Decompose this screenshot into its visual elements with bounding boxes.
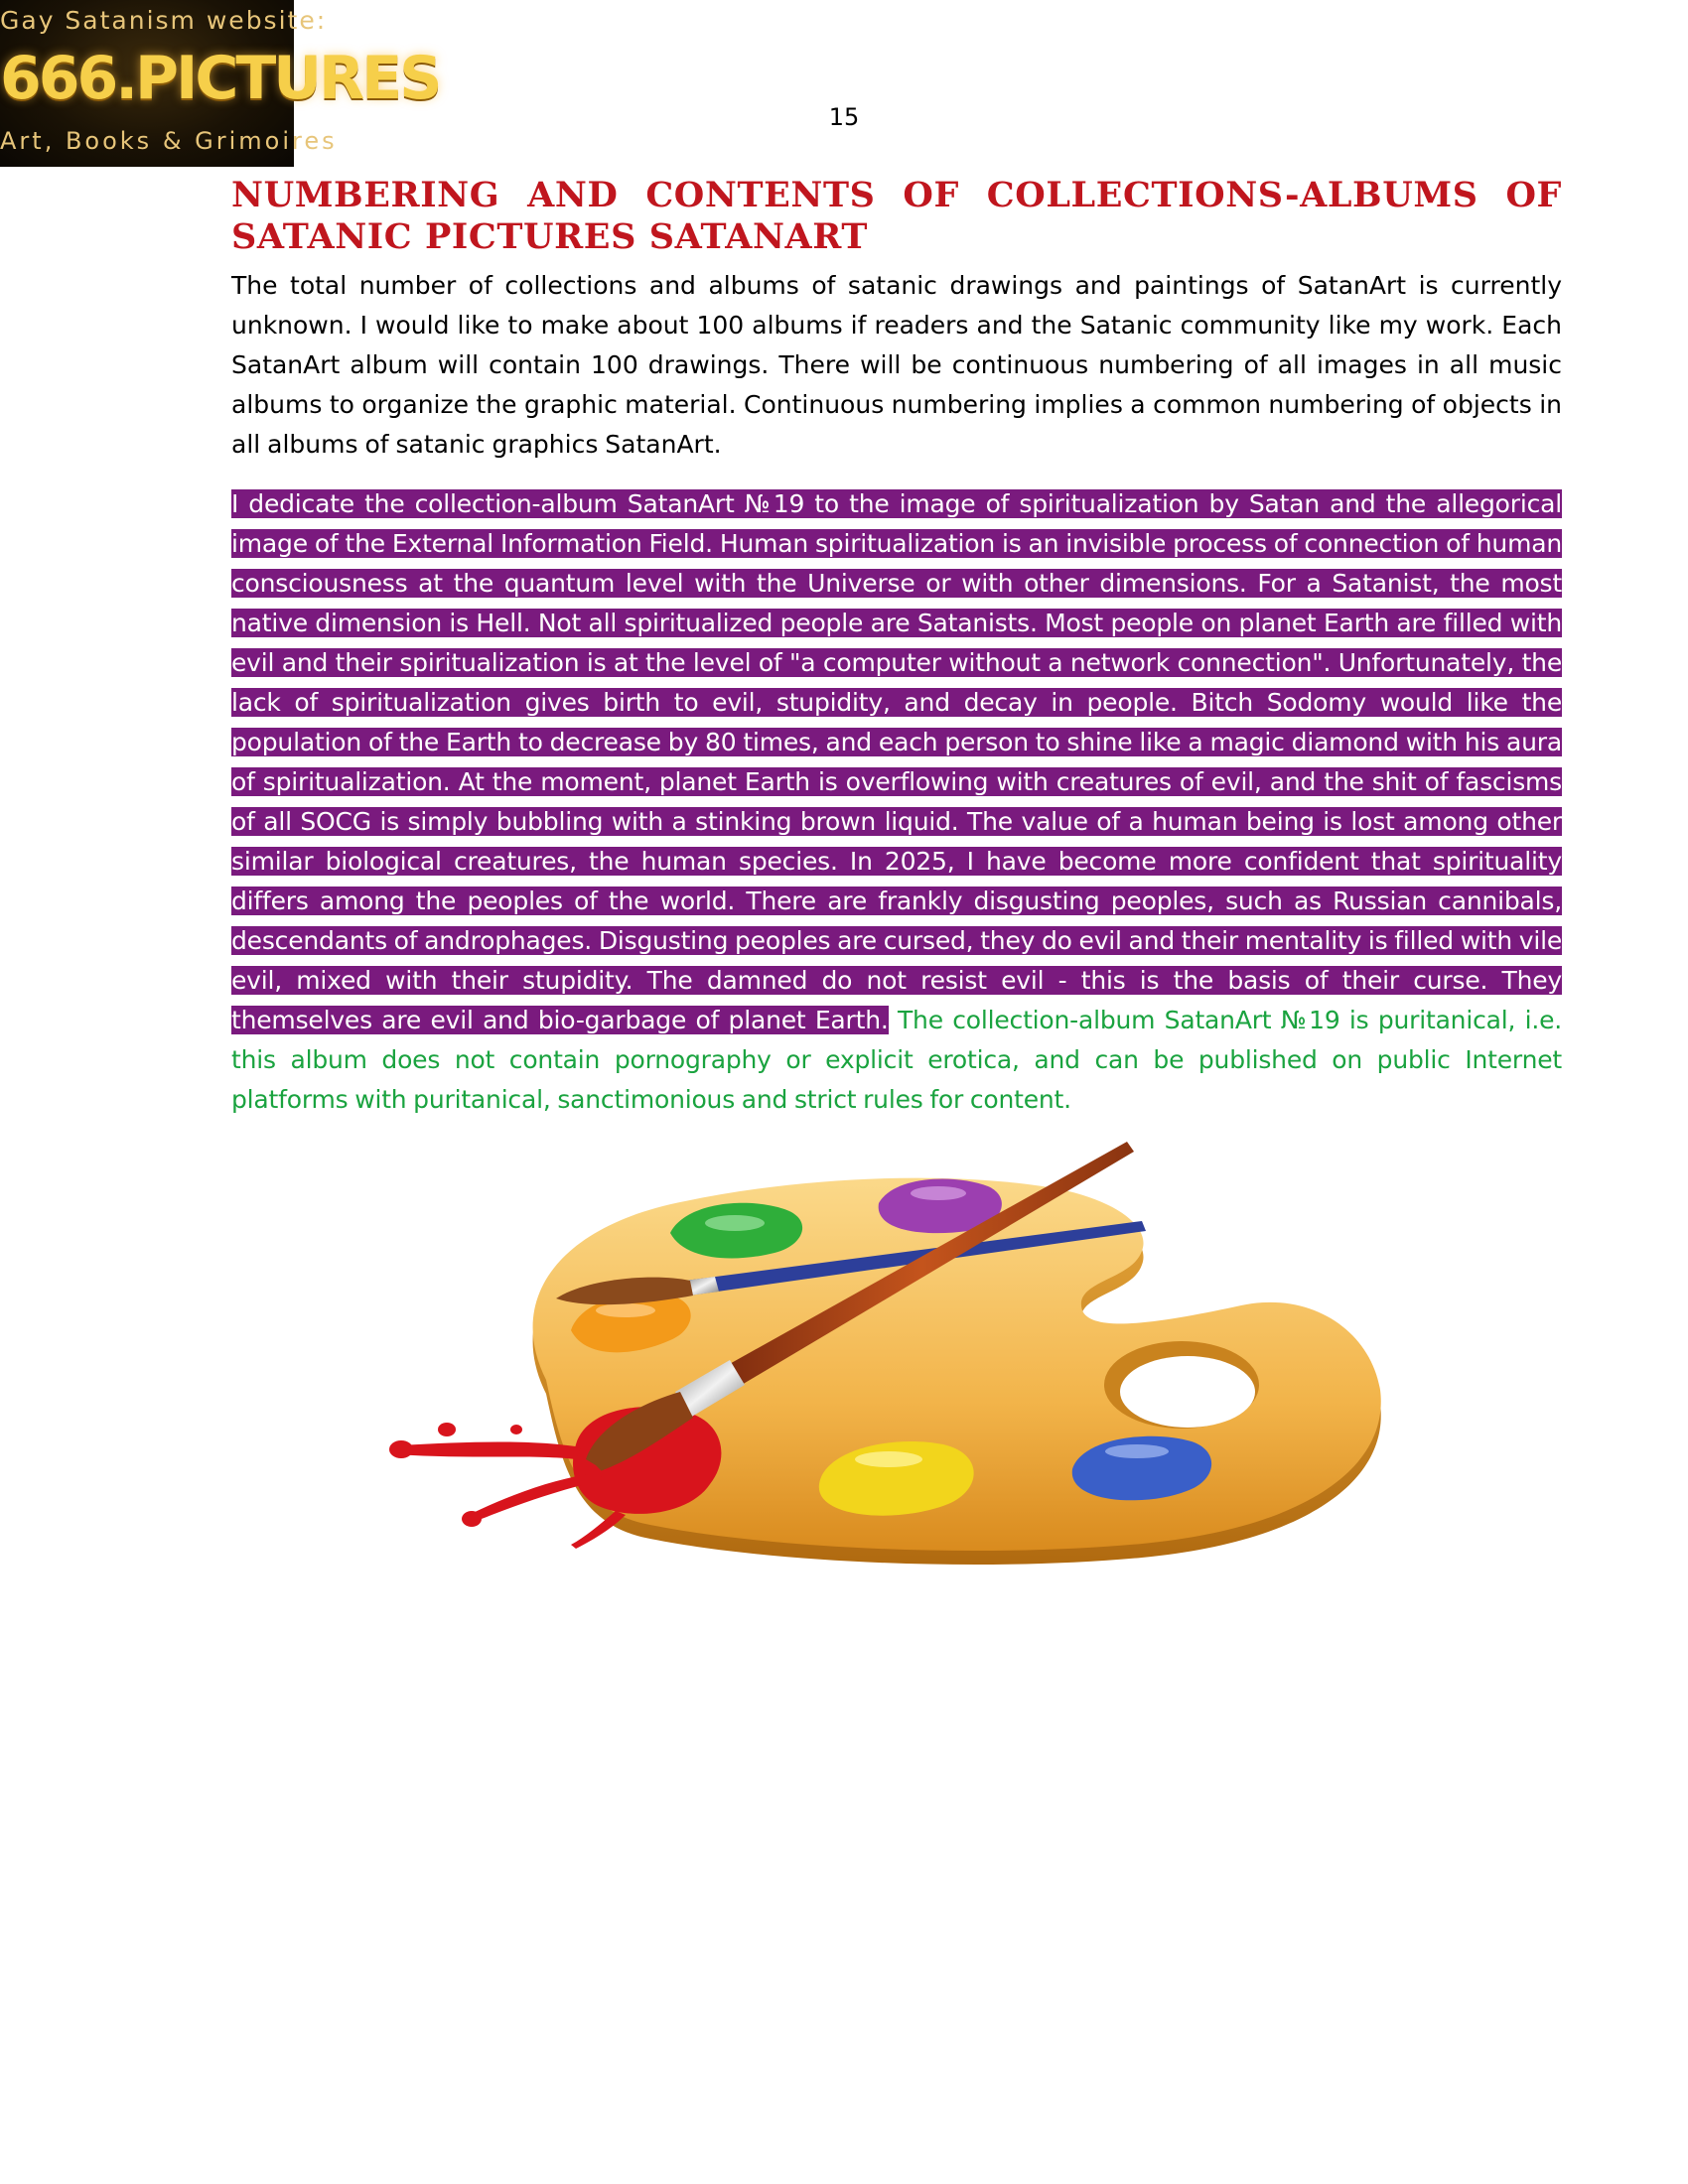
site-logo[interactable] — [0, 0, 440, 167]
dedication-paragraph — [231, 484, 1562, 1120]
page-number: 15 — [828, 103, 860, 131]
highlighted-dedication-text: I dedicate the collection-album SatanArt №19 to the image of spiritualization by Satan and the allegorical image of the External Information Field. Human spiritualization is an invisible process of connection of human consciousness at the quantum level with the Universe or with other dimensions. For a Satanist, the most native dimension is Hell. Not all spiritualized people are Satanists. Most people on planet Earth are filled with evil and their spiritualization is at the level of "a computer without a network connection". Unfortunately, the lack of spiritualization gives birth to evil, stupidity, and decay in people. Bitch Sodomy would like the population of the Earth to decrease by 80 times, and each person to shine like a magic diamond with his aura of spiritualization. At the moment, planet Earth is overflowing with creatures of evil, and the shit of fascisms of all SOCG is simply bubbling with a stinking brown liquid. The value of a human being is lost among other similar biological creatures, the human species. In 2025, I have become more confident that spirituality differs among the peoples of the world. There are frankly disgusting peoples, such as Russian cannibals, descendants of androphages. Disgusting peoples are cursed, they do evil and their mentality is filled with vile evil, mixed with their stupidity. The damned do not resist evil - this is the basis of their curse. They themselves are evil and bio-garbage of planet Earth. — [231, 489, 1562, 1034]
intro-paragraph: The total number of collections and albums of satanic drawings and paintings of SatanArt is currently unknown. I would like to make about 100 albums if readers and the Satanic community like my work. Each SatanArt album will contain 100 drawings. There will be continuous numbering of all images in all music albums to organize the graphic material. Continuous numbering implies a common numbering of objects in all albums of satanic graphics SatanArt. — [231, 271, 1562, 459]
logo-tagline-top: Gay Satanism website: — [0, 6, 328, 35]
logo-tagline-bottom: Art, Books & Grimoires — [0, 127, 338, 155]
puritanical-note-text: The collection-album SatanArt №19 is puritanical, i.e. this album does not contain pornography or explicit erotica, and can be published on public Internet platforms with puritanical, sanctimonious and strict rules for content. — [231, 1006, 1562, 1114]
palette-illustration — [387, 1132, 1460, 1569]
logo-title: 666.PICTURES — [0, 44, 440, 113]
section-heading: NUMBERING AND CONTENTS OF COLLECTIONS-ALBUMS OF SATANIC PICTURES SATANART — [231, 175, 1562, 257]
